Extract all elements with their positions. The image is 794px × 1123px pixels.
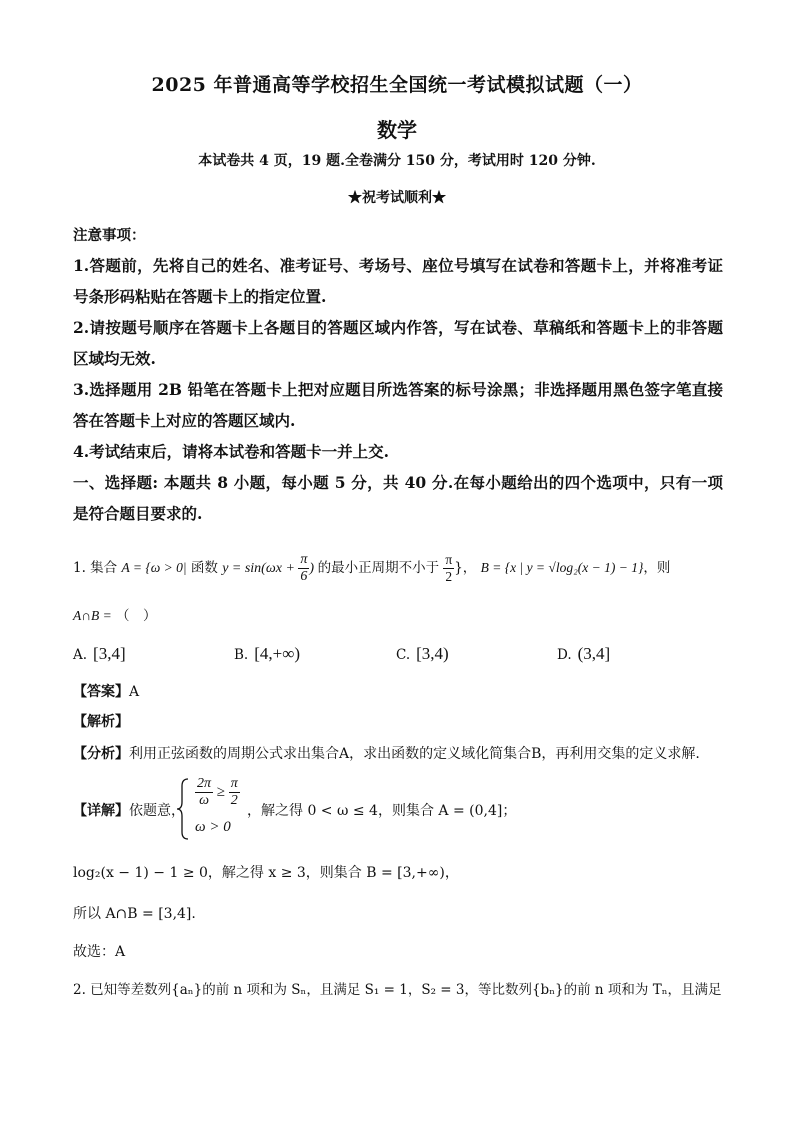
frac-num: π bbox=[300, 552, 308, 568]
good-luck-line: ★祝考试顺利★ bbox=[348, 190, 446, 206]
option-label: C. bbox=[396, 647, 411, 663]
fenxi-text: 利用正弦函数的周期公式求出集合A，求出函数的定义域化简集合B，再利用交集的定义求解. bbox=[129, 746, 700, 762]
note-item-4: 4.考试结束后，请将本试卷和答题卡一并上交. bbox=[73, 442, 390, 461]
function-word: 函数 bbox=[190, 560, 218, 576]
option-b bbox=[234, 644, 300, 664]
question-1-stem bbox=[73, 552, 670, 585]
note-item-2: 2.请按题号顺序在答题卡上各题目的答题区域内作答，写在试卷、草稿纸和答题卡上的非答题区域均无效. bbox=[73, 318, 723, 368]
detail-lead bbox=[73, 800, 185, 820]
frac-den: 2 bbox=[230, 793, 238, 808]
fenxi-line bbox=[73, 743, 700, 763]
pi-over-six bbox=[298, 552, 309, 585]
close-paren: ) bbox=[309, 561, 315, 576]
option-value: [4,+∞) bbox=[254, 644, 300, 663]
option-c bbox=[396, 644, 449, 664]
question-1-ask bbox=[73, 604, 157, 624]
fenxi-tag: 【分析】 bbox=[73, 746, 129, 762]
two-pi-over-omega bbox=[195, 776, 213, 809]
option-value: [3,4] bbox=[93, 644, 126, 663]
left-brace-icon bbox=[176, 778, 190, 840]
option-value: [3,4) bbox=[416, 644, 449, 663]
answer-line bbox=[73, 681, 139, 701]
answer-tag: 【答案】 bbox=[73, 684, 129, 700]
option-label: B. bbox=[234, 647, 249, 663]
answer-value: A bbox=[129, 684, 140, 700]
option-label: A. bbox=[73, 647, 88, 663]
sine-expr: y = sin(ωx + bbox=[222, 561, 295, 576]
period-text: 的最小正周期不小于 bbox=[317, 560, 440, 576]
set-b-def: B = {x | y = √log₂(x − 1) − 1} bbox=[480, 560, 644, 575]
detail-result: ，解之得 0 < ω ≤ 4，则集合 A = (0,4]； bbox=[247, 803, 517, 819]
question-2-stem: 2. 已知等差数列{aₙ}的前 n 项和为 Sₙ，且满足 S₁ = 1，S₂ = 3，等比数列{bₙ}的前 n 项和为 Tₙ，且满足 bbox=[73, 982, 722, 998]
question-1-number: 1. 集合 bbox=[73, 560, 118, 576]
pi-over-two-sys bbox=[229, 776, 240, 809]
frac-num: π bbox=[445, 552, 453, 567]
then-text: ，则 bbox=[643, 560, 671, 576]
option-label: D. bbox=[557, 647, 572, 663]
sine-function bbox=[222, 552, 317, 585]
frac-den: ω bbox=[199, 793, 209, 808]
detail-tag: 【详解】 bbox=[73, 803, 129, 819]
notes-heading: 注意事项： bbox=[73, 227, 146, 244]
frac-num: 2π bbox=[197, 776, 212, 791]
detail-lead-text: 依题意， bbox=[129, 803, 185, 819]
analysis-label: 【解析】 bbox=[73, 714, 129, 730]
option-d bbox=[557, 644, 610, 664]
close-brace: }， bbox=[454, 560, 477, 576]
system-line-2: ω > 0 bbox=[195, 819, 231, 835]
section-one-heading: 一、选择题: 本题共 8 小题，每小题 5 分，共 40 分.在每小题给出的四个选项中，只有一项是符合题目要求的. bbox=[73, 473, 723, 523]
frac-den: 6 bbox=[300, 569, 308, 585]
detail-line-2: log₂(x − 1) − 1 ≥ 0，解之得 x ≥ 3，则集合 B = [3,+∞)， bbox=[73, 865, 459, 881]
frac-num: π bbox=[230, 776, 238, 791]
pi-over-two bbox=[443, 552, 454, 585]
frac-den: 2 bbox=[445, 569, 453, 584]
subject-heading: 数学 bbox=[377, 118, 417, 142]
note-item-1: 1.答题前，先将自己的姓名、准考证号、考场号、座位号填写在试卷和答题卡上，并将准考证号条形码粘贴在答题卡上的指定位置. bbox=[73, 256, 723, 306]
analysis-tag bbox=[73, 711, 129, 731]
exam-title: 2025 年普通高等学校招生全国统一考试模拟试题（一） bbox=[151, 74, 643, 96]
choose-line: 故选：A bbox=[73, 944, 126, 960]
intersection-expr: A∩B = bbox=[73, 608, 112, 623]
option-value: (3,4] bbox=[577, 644, 611, 663]
detail-line-3: 所以 A∩B = [3,4]. bbox=[73, 906, 196, 922]
set-a-def: A = {ω > 0| bbox=[121, 560, 187, 575]
note-item-3: 3.选择题用 2B 铅笔在答题卡上把对应题目所选答案的标号涂黑；非选择题用黑色签字笔直接答在答题卡上对应的答题区域内. bbox=[73, 380, 723, 430]
answer-blank: （ ） bbox=[116, 608, 157, 624]
option-a bbox=[73, 644, 126, 664]
system-line-1 bbox=[195, 776, 240, 809]
exam-info: 本试卷共 4 页，19 题.全卷满分 150 分，考试用时 120 分钟. bbox=[198, 153, 596, 169]
ge-sign: ≥ bbox=[216, 783, 225, 800]
